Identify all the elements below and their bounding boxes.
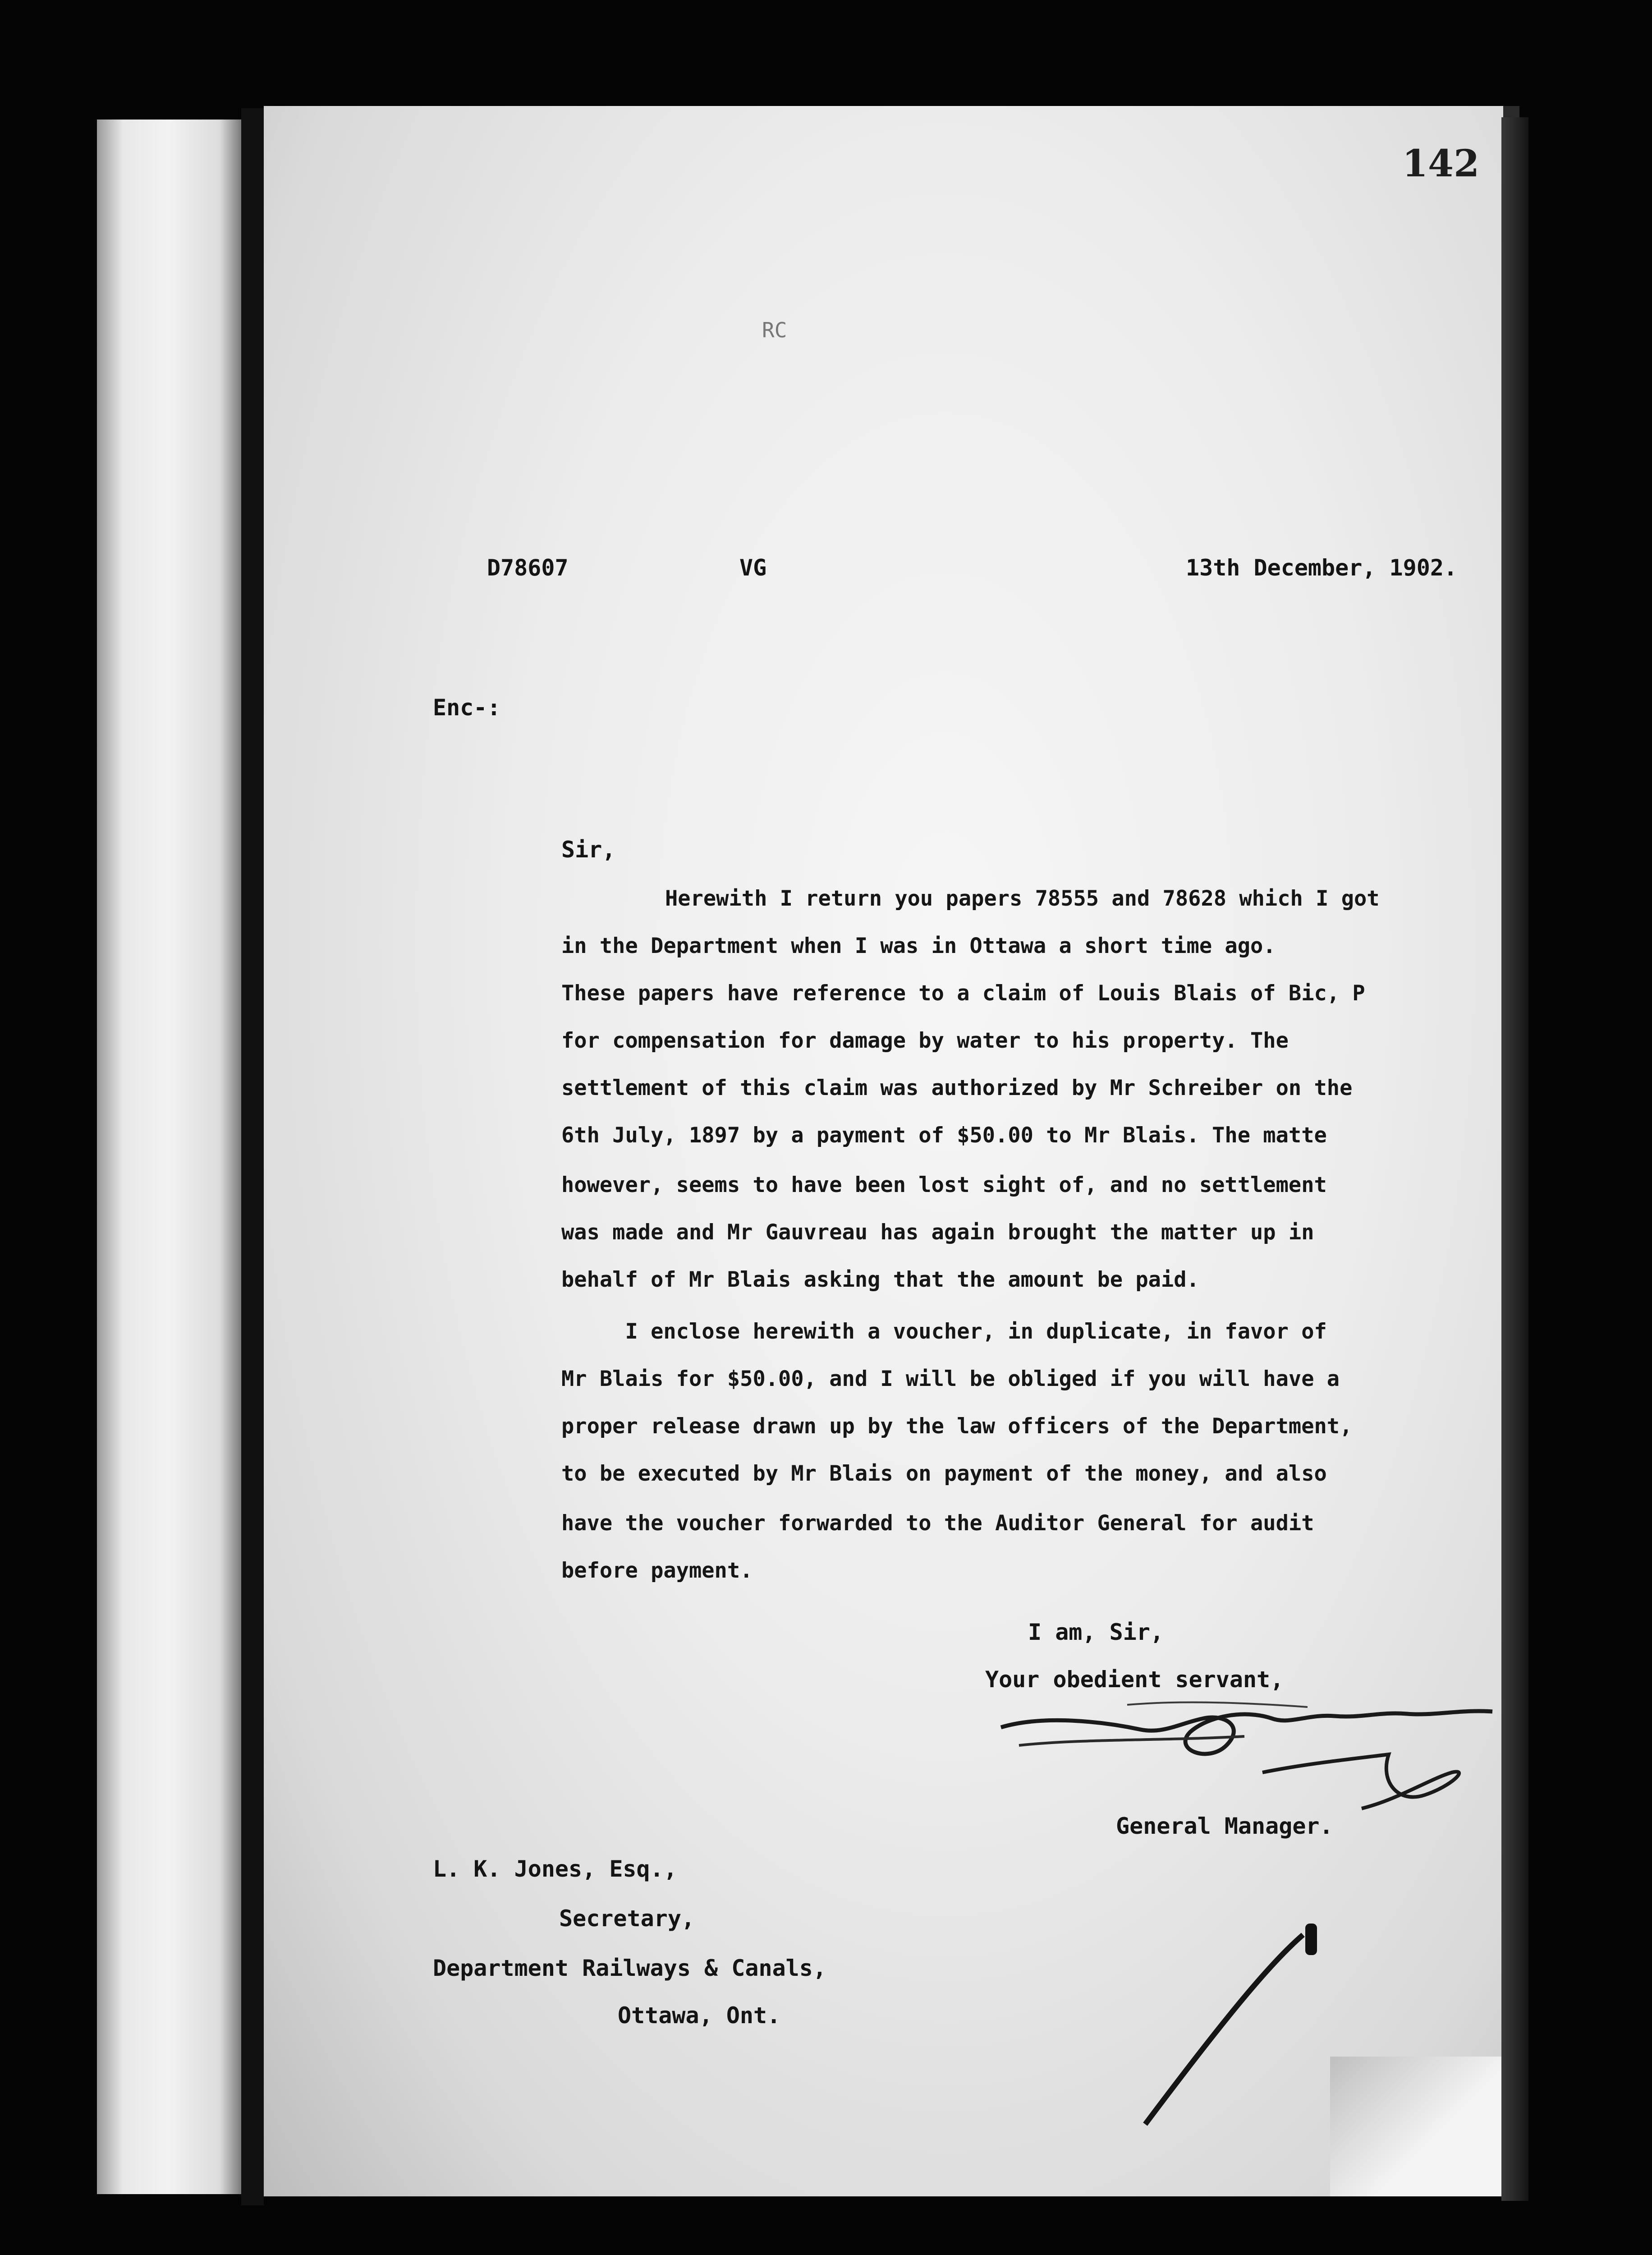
body-line: behalf of Mr Blais asking that the amount be paid. bbox=[561, 1267, 1199, 1292]
page-corner bbox=[1330, 2057, 1501, 2196]
file-reference: D78607 bbox=[487, 555, 569, 581]
typist-initials: VG bbox=[739, 555, 767, 581]
addressee-department: Department Railways & Canals, bbox=[433, 1955, 826, 1981]
enclosure-note: Enc-: bbox=[433, 695, 501, 721]
body-line: for compensation for damage by water to his property. The bbox=[561, 1028, 1289, 1053]
closing-line: I am, Sir, bbox=[1028, 1619, 1164, 1645]
signatory-title: General Manager. bbox=[1116, 1813, 1333, 1839]
addressee-city: Ottawa, Ont. bbox=[618, 2002, 781, 2029]
ink-blot bbox=[1305, 1924, 1317, 1955]
body-line: These papers have reference to a claim of Louis Blais of Bic, P bbox=[561, 981, 1365, 1006]
left-margin-strip bbox=[97, 120, 241, 2194]
closing-line: Your obedient servant, bbox=[985, 1666, 1284, 1693]
binding-gutter bbox=[241, 108, 264, 2205]
ink-mark bbox=[1136, 1926, 1308, 2133]
body-line: to be executed by Mr Blais on payment of the money, and also bbox=[561, 1461, 1327, 1486]
body-line: I enclose herewith a voucher, in duplicate, in favor of bbox=[561, 1319, 1327, 1344]
letter-date: 13th December, 1902. bbox=[1186, 555, 1458, 581]
page-edge-shadow bbox=[1501, 117, 1528, 2201]
body-line: Herewith I return you papers 78555 and 78628 which I got bbox=[665, 886, 1380, 911]
body-line: 6th July, 1897 by a payment of $50.00 to Mr Blais. The matte bbox=[561, 1123, 1327, 1148]
page-number: 142 bbox=[1402, 142, 1480, 185]
body-line: however, seems to have been lost sight of, and no settlement bbox=[561, 1173, 1327, 1197]
body-line: was made and Mr Gauvreau has again brought the matter up in bbox=[561, 1220, 1314, 1245]
body-line: Mr Blais for $50.00, and I will be obliged if you will have a bbox=[561, 1367, 1340, 1391]
body-line: proper release drawn up by the law officers of the Department, bbox=[561, 1414, 1353, 1439]
file-marker: RC bbox=[762, 318, 787, 342]
addressee-position: Secretary, bbox=[559, 1905, 695, 1932]
addressee-name: L. K. Jones, Esq., bbox=[433, 1856, 677, 1882]
body-line: before payment. bbox=[561, 1558, 753, 1583]
body-line: have the voucher forwarded to the Auditor General for audit bbox=[561, 1511, 1314, 1536]
body-line: settlement of this claim was authorized by Mr Schreiber on the bbox=[561, 1076, 1353, 1100]
letter-page bbox=[264, 106, 1519, 2196]
body-line: in the Department when I was in Ottawa a short time ago. bbox=[561, 934, 1276, 958]
salutation: Sir, bbox=[561, 837, 616, 863]
